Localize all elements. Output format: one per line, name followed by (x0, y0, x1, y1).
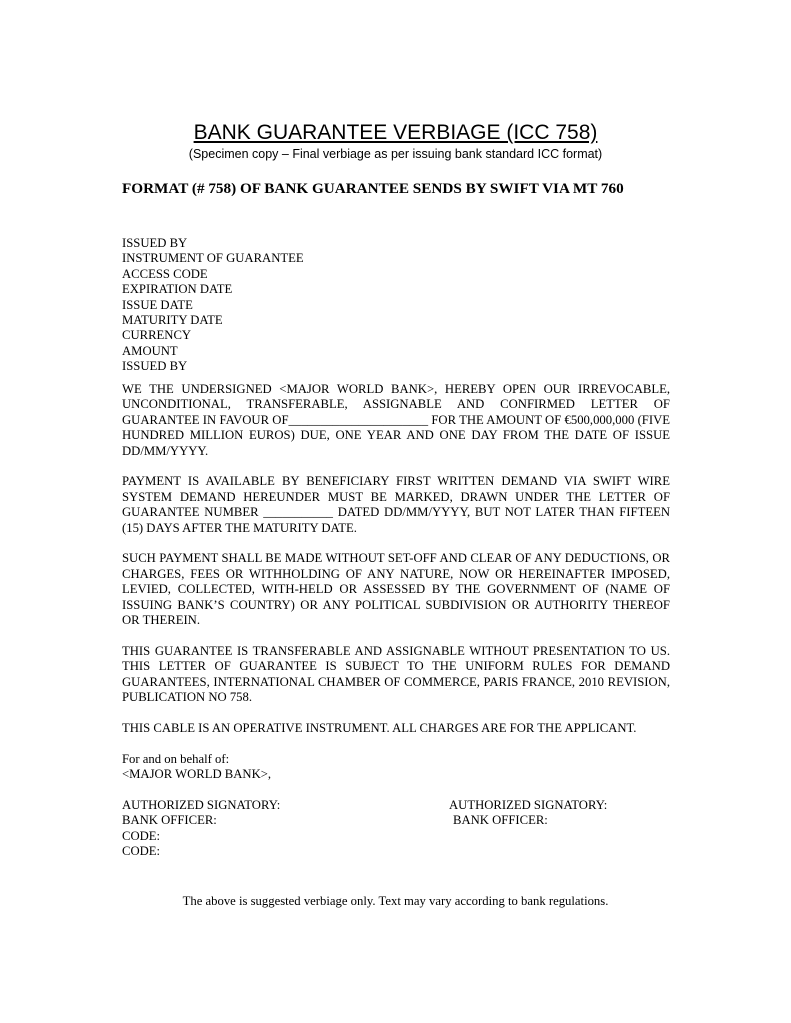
field-label: AMOUNT (122, 343, 178, 358)
field-label: INSTRUMENT OF GUARANTEE (122, 251, 304, 266)
behalf-line: For and on behalf of: (122, 751, 230, 766)
behalf-block (122, 752, 670, 783)
right-officer-label: BANK OFFICER: (453, 813, 548, 828)
field-list (122, 236, 304, 375)
signatory-row (122, 798, 670, 813)
code-row (122, 829, 670, 844)
paragraph-transferable: THIS GUARANTEE IS TRANSFERABLE AND ASSIGNABLE WITHOUT PRESENTATION TO US. THIS LETTER OF GUARANTEE IS SUBJECT TO THE UNIFORM RULES FOR DEMAND GUARANTEES, INTERNATIONAL CHAMBER OF COMMERCE, PARIS FRANCE, 2010 REVISION, PUBLICATION NO 758. (122, 643, 670, 705)
officer-row (122, 813, 670, 828)
field-label: ISSUED BY (122, 359, 188, 374)
field-label: ACCESS CODE (122, 266, 208, 281)
code-label: CODE: (122, 828, 161, 843)
bank-name-line: <MAJOR WORLD BANK>, (122, 767, 272, 782)
left-officer-label: BANK OFFICER: (122, 813, 217, 828)
paragraph-operative: THIS CABLE IS AN OPERATIVE INSTRUMENT. ALL CHARGES ARE FOR THE APPLICANT. (122, 720, 637, 735)
field-label: EXPIRATION DATE (122, 282, 233, 297)
field-label: MATURITY DATE (122, 313, 223, 328)
paragraph-set-off: SUCH PAYMENT SHALL BE MADE WITHOUT SET-OFF AND CLEAR OF ANY DEDUCTIONS, OR CHARGES, FEES OR WITHHOLDING OF ANY NATURE, NOW OR HEREINAFTER IMPOSED, LEVIED, COLLECTED, WITH-HELD OR ASSESSED BY THE GOVERNMENT OF (NAME OF ISSUING BANK’S COUNTRY) OR ANY POLITICAL SUBDIVISION OR AUTHORITY THEREOF OR THEREIN. (122, 551, 670, 628)
left-signatory-label: AUTHORIZED SIGNATORY: (122, 797, 281, 812)
code-row (122, 844, 670, 859)
document-subtitle: (Specimen copy – Final verbiage as per issuing bank standard ICC format) (188, 147, 603, 161)
field-label: ISSUED BY (122, 236, 188, 250)
document-title: BANK GUARANTEE VERBIAGE (ICC 758) (193, 121, 598, 144)
format-heading: FORMAT (# 758) OF BANK GUARANTEE SENDS BY SWIFT VIA MT 760 (122, 180, 624, 197)
field-label: ISSUE DATE (122, 297, 193, 312)
signatory-block (122, 798, 670, 860)
paragraph-undersigned: WE THE UNDERSIGNED <MAJOR WORLD BANK>, HEREBY OPEN OUR IRREVOCABLE, UNCONDITIONAL, TRANSFERABLE, ASSIGNABLE AND CONFIRMED LETTER OF GUARANTEE IN FAVOUR OF______________________ FOR THE AMOUNT OF €500,000,000 (FIVE HUNDRED MILLION EUROS) DUE, ONE YEAR AND ONE DAY FROM THE DATE OF ISSUE DD/MM/YYYY. (122, 382, 670, 458)
code-label: CODE: (122, 844, 161, 859)
field-label: CURRENCY (122, 328, 192, 343)
right-signatory-label: AUTHORIZED SIGNATORY: (449, 797, 608, 812)
paragraph-payment: PAYMENT IS AVAILABLE BY BENEFICIARY FIRST WRITTEN DEMAND VIA SWIFT WIRE SYSTEM DEMAND HEREUNDER MUST BE MARKED, DRAWN UNDER THE LETTER OF GUARANTEE NUMBER ___________ DATED DD/MM/YYYY, BUT NOT LATER THAN FIFTEEN (15) DAYS AFTER THE MATURITY DATE. (122, 474, 670, 535)
footnote: The above is suggested verbiage only. Text may vary according to bank regulations. (182, 894, 609, 908)
document-body (122, 382, 670, 859)
